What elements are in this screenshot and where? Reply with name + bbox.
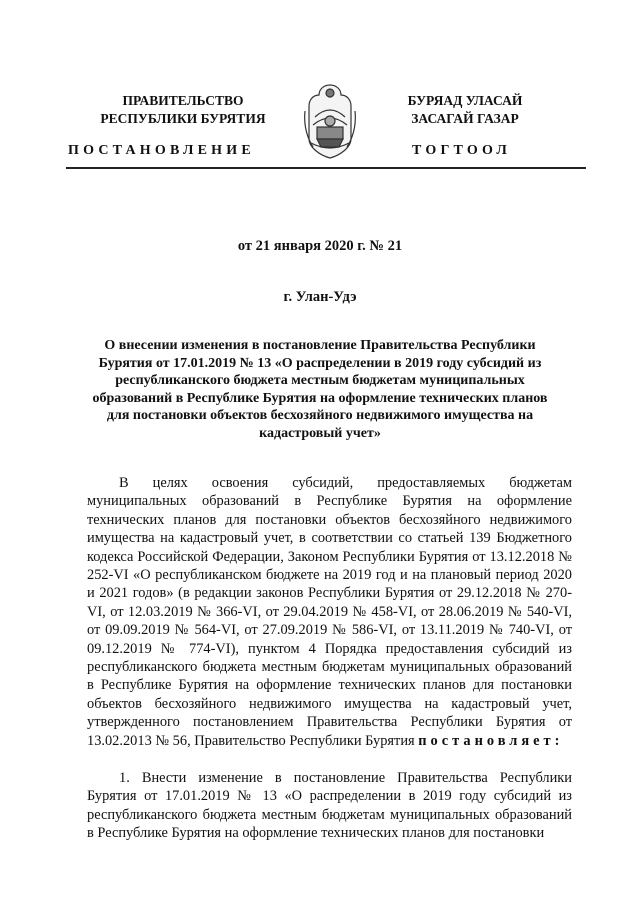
header-right-line1: БУРЯАД УЛАСАЙ bbox=[407, 93, 523, 108]
header-left-line2: РЕСПУБЛИКИ БУРЯТИЯ bbox=[100, 111, 266, 126]
header-right-block bbox=[385, 92, 545, 128]
header-left-block bbox=[88, 92, 278, 128]
coat-of-arms-emblem bbox=[299, 81, 361, 161]
header-left-line1: ПРАВИТЕЛЬСТВО bbox=[122, 93, 244, 108]
body-paragraph-1 bbox=[87, 474, 572, 750]
document-type-left: ПОСТАНОВЛЕНИЕ bbox=[68, 143, 255, 158]
decree-word: постановляет: bbox=[418, 732, 564, 749]
body-paragraph-1-text: В целях освоения субсидий, предоставляемых бюджетам муниципальных образований в Республике Бурятия на оформление технических планов для постановки объектов бесхозяйного недвижимого имущества на кадастровый учет, в соответствии со статьей 139 Бюджетного кодекса Российской Федерации, Законом Республики Бурятия от 13.12.2018 № 252-VI «О республиканском бюджете на 2019 год и на плановый период 2020 и 2021 годов» (в редакции законов Республики Бурятия от 29.12.2018 № 270-VI, от 12.03.2019 № 366-VI, от 29.04.2019 № 458-VI, от 28.06.2019 № 540-VI, от 09.09.2019 № 564-VI, от 27.09.2019 № 586-VI, от 13.11.2019 № 740-VI, от 09.12.2019 № 774-VI), пунктом 4 Порядка предоставления субсидий из республиканского бюджета местным бюджетам муниципальных образований в Республике Бурятия на оформление технических планов для постановки объектов бесхозяйного недвижимого имущества на кадастровый учет, утвержденного постановлением Правительства Республики Бурятия от 13.02.2013 № 56, Правительство Республики Бурятия bbox=[87, 475, 572, 749]
body-paragraph-2: 1. Внести изменение в постановление Правительства Республики Бурятия от 17.01.2019 № 13 «О распределении в 2019 году субсидий из республиканского бюджета местным бюджетам муниципальных образований в Республике Бурятия на оформление технических планов для постановки bbox=[87, 770, 572, 842]
document-title: О внесении изменения в постановление Правительства Республики Бурятия от 17.01.2019 № 13 «О распределении в 2019 году субсидий из республиканского бюджета местным бюджетам муниципальных образований в Республике Бурятия на оформление технических планов для постановки объектов бесхозяйного недвижимого имущества на кадастровый учет» bbox=[92, 338, 548, 441]
document-date-number: от 21 января 2020 г. № 21 bbox=[237, 238, 403, 254]
header-right-line2: ЗАСАГАЙ ГАЗАР bbox=[411, 111, 519, 126]
header-divider bbox=[66, 167, 586, 169]
document-type-right: ТОГТООЛ bbox=[412, 143, 512, 158]
document-city: г. Улан-Удэ bbox=[283, 289, 357, 305]
